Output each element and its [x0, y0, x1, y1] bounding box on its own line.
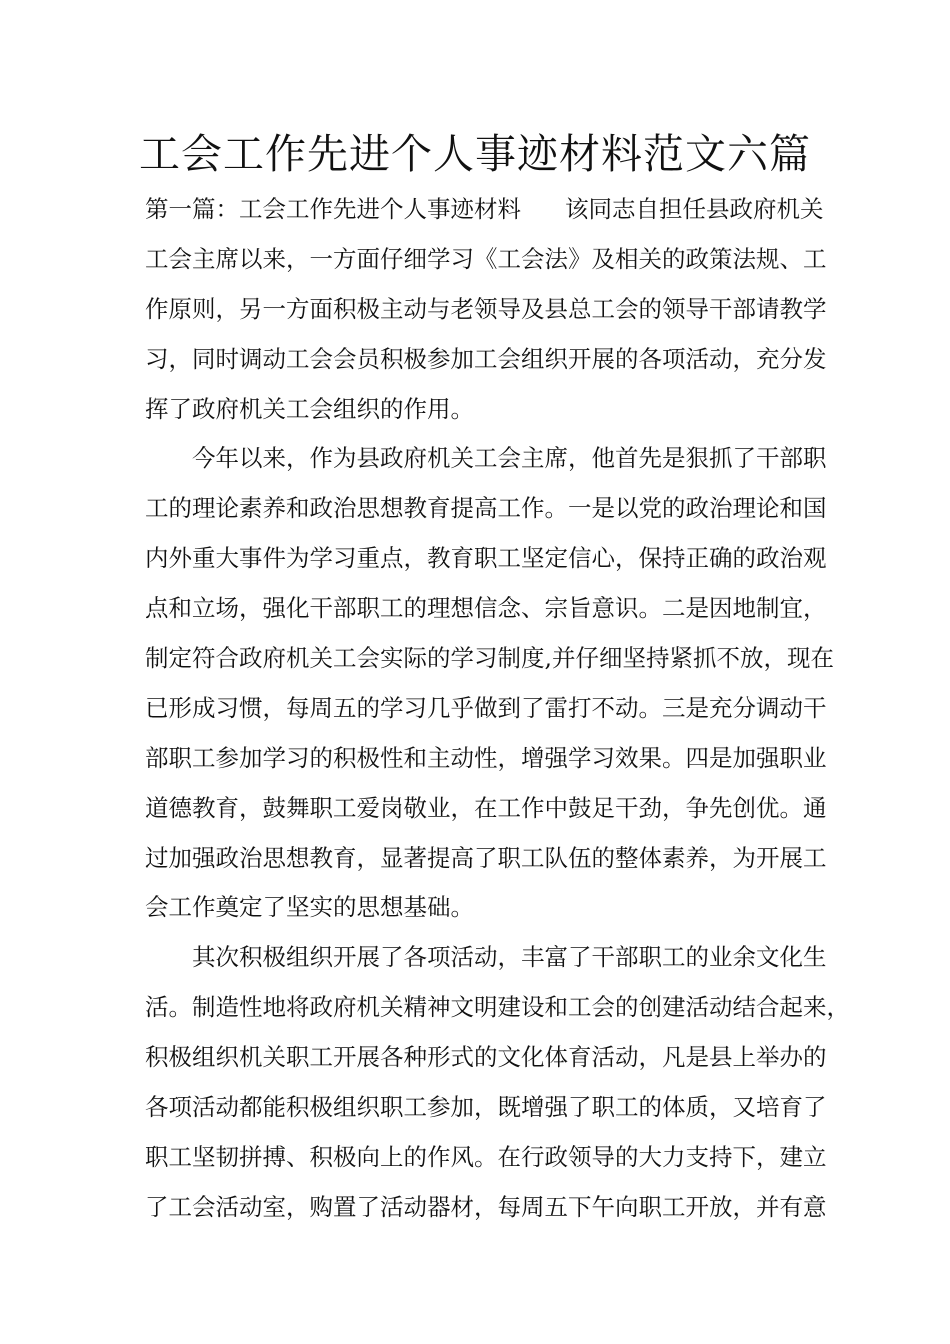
paragraph-3-line-1: 其次积极组织开展了各项活动，丰富了干部职工的业余文化生	[192, 943, 827, 972]
paragraph-2-line-8: 道德教育，鼓舞职工爱岗敬业，在工作中鼓足干劲，争先创优。通	[145, 793, 827, 822]
paragraph-1-line-4: 习，同时调动工会会员积极参加工会组织开展的各项活动，充分发	[145, 344, 827, 373]
paragraph-1-text-1: 该同志自担任县政府机关	[565, 195, 824, 223]
paragraph-2-line-4: 点和立场，强化干部职工的理想信念、宗旨意识。二是因地制宜，	[145, 594, 827, 623]
paragraph-2-line-10: 会工作奠定了坚实的思想基础。	[145, 893, 474, 922]
paragraph-2-line-7: 部职工参加学习的积极性和主动性，增强学习效果。四是加强职业	[145, 743, 827, 772]
paragraph-2-line-1: 今年以来，作为县政府机关工会主席，他首先是狠抓了干部职	[192, 444, 827, 473]
paragraph-2-line-5: 制定符合政府机关工会实际的学习制度,并仔细坚持紧抓不放，现在	[145, 644, 834, 673]
paragraph-2-line-2: 工的理论素养和政治思想教育提高工作。一是以党的政治理论和国	[145, 494, 827, 523]
paragraph-2-line-6: 已形成习惯，每周五的学习几乎做到了雷打不动。三是充分调动干	[145, 693, 827, 722]
paragraph-3-line-2: 活。制造性地将政府机关精神文明建设和工会的创建活动结合起来，	[145, 993, 850, 1022]
paragraph-1-line-5: 挥了政府机关工会组织的作用。	[145, 394, 474, 423]
paragraph-2-line-9: 过加强政治思想教育，显著提高了职工队伍的整体素养，为开展工	[145, 843, 827, 872]
paragraph-3-line-6: 了工会活动室，购置了活动器材，每周五下午向职工开放，并有意	[145, 1192, 827, 1221]
paragraph-2-line-3: 内外重大事件为学习重点，教育职工坚定信心，保持正确的政治观	[145, 544, 827, 573]
document-title: 工会工作先进个人事迹材料范文六篇	[139, 130, 811, 178]
section-heading: 第一篇：工会工作先进个人事迹材料	[145, 195, 521, 223]
paragraph-3-line-3: 积极组织机关职工开展各种形式的文化体育活动，凡是县上举办的	[145, 1043, 827, 1072]
paragraph-1-line-3: 作原则，另一方面积极主动与老领导及县总工会的领导干部请教学	[145, 294, 827, 323]
paragraph-3-line-5: 职工坚韧拼搏、积极向上的作风。在行政领导的大力支持下，建立	[145, 1142, 827, 1171]
paragraph-1-line-1	[145, 185, 824, 235]
paragraph-1-line-2: 工会主席以来，一方面仔细学习《工会法》及相关的政策法规、工	[145, 244, 827, 273]
paragraph-3-line-4: 各项活动都能积极组织职工参加，既增强了职工的体质，又培育了	[145, 1093, 827, 1122]
document-body	[145, 185, 850, 1233]
